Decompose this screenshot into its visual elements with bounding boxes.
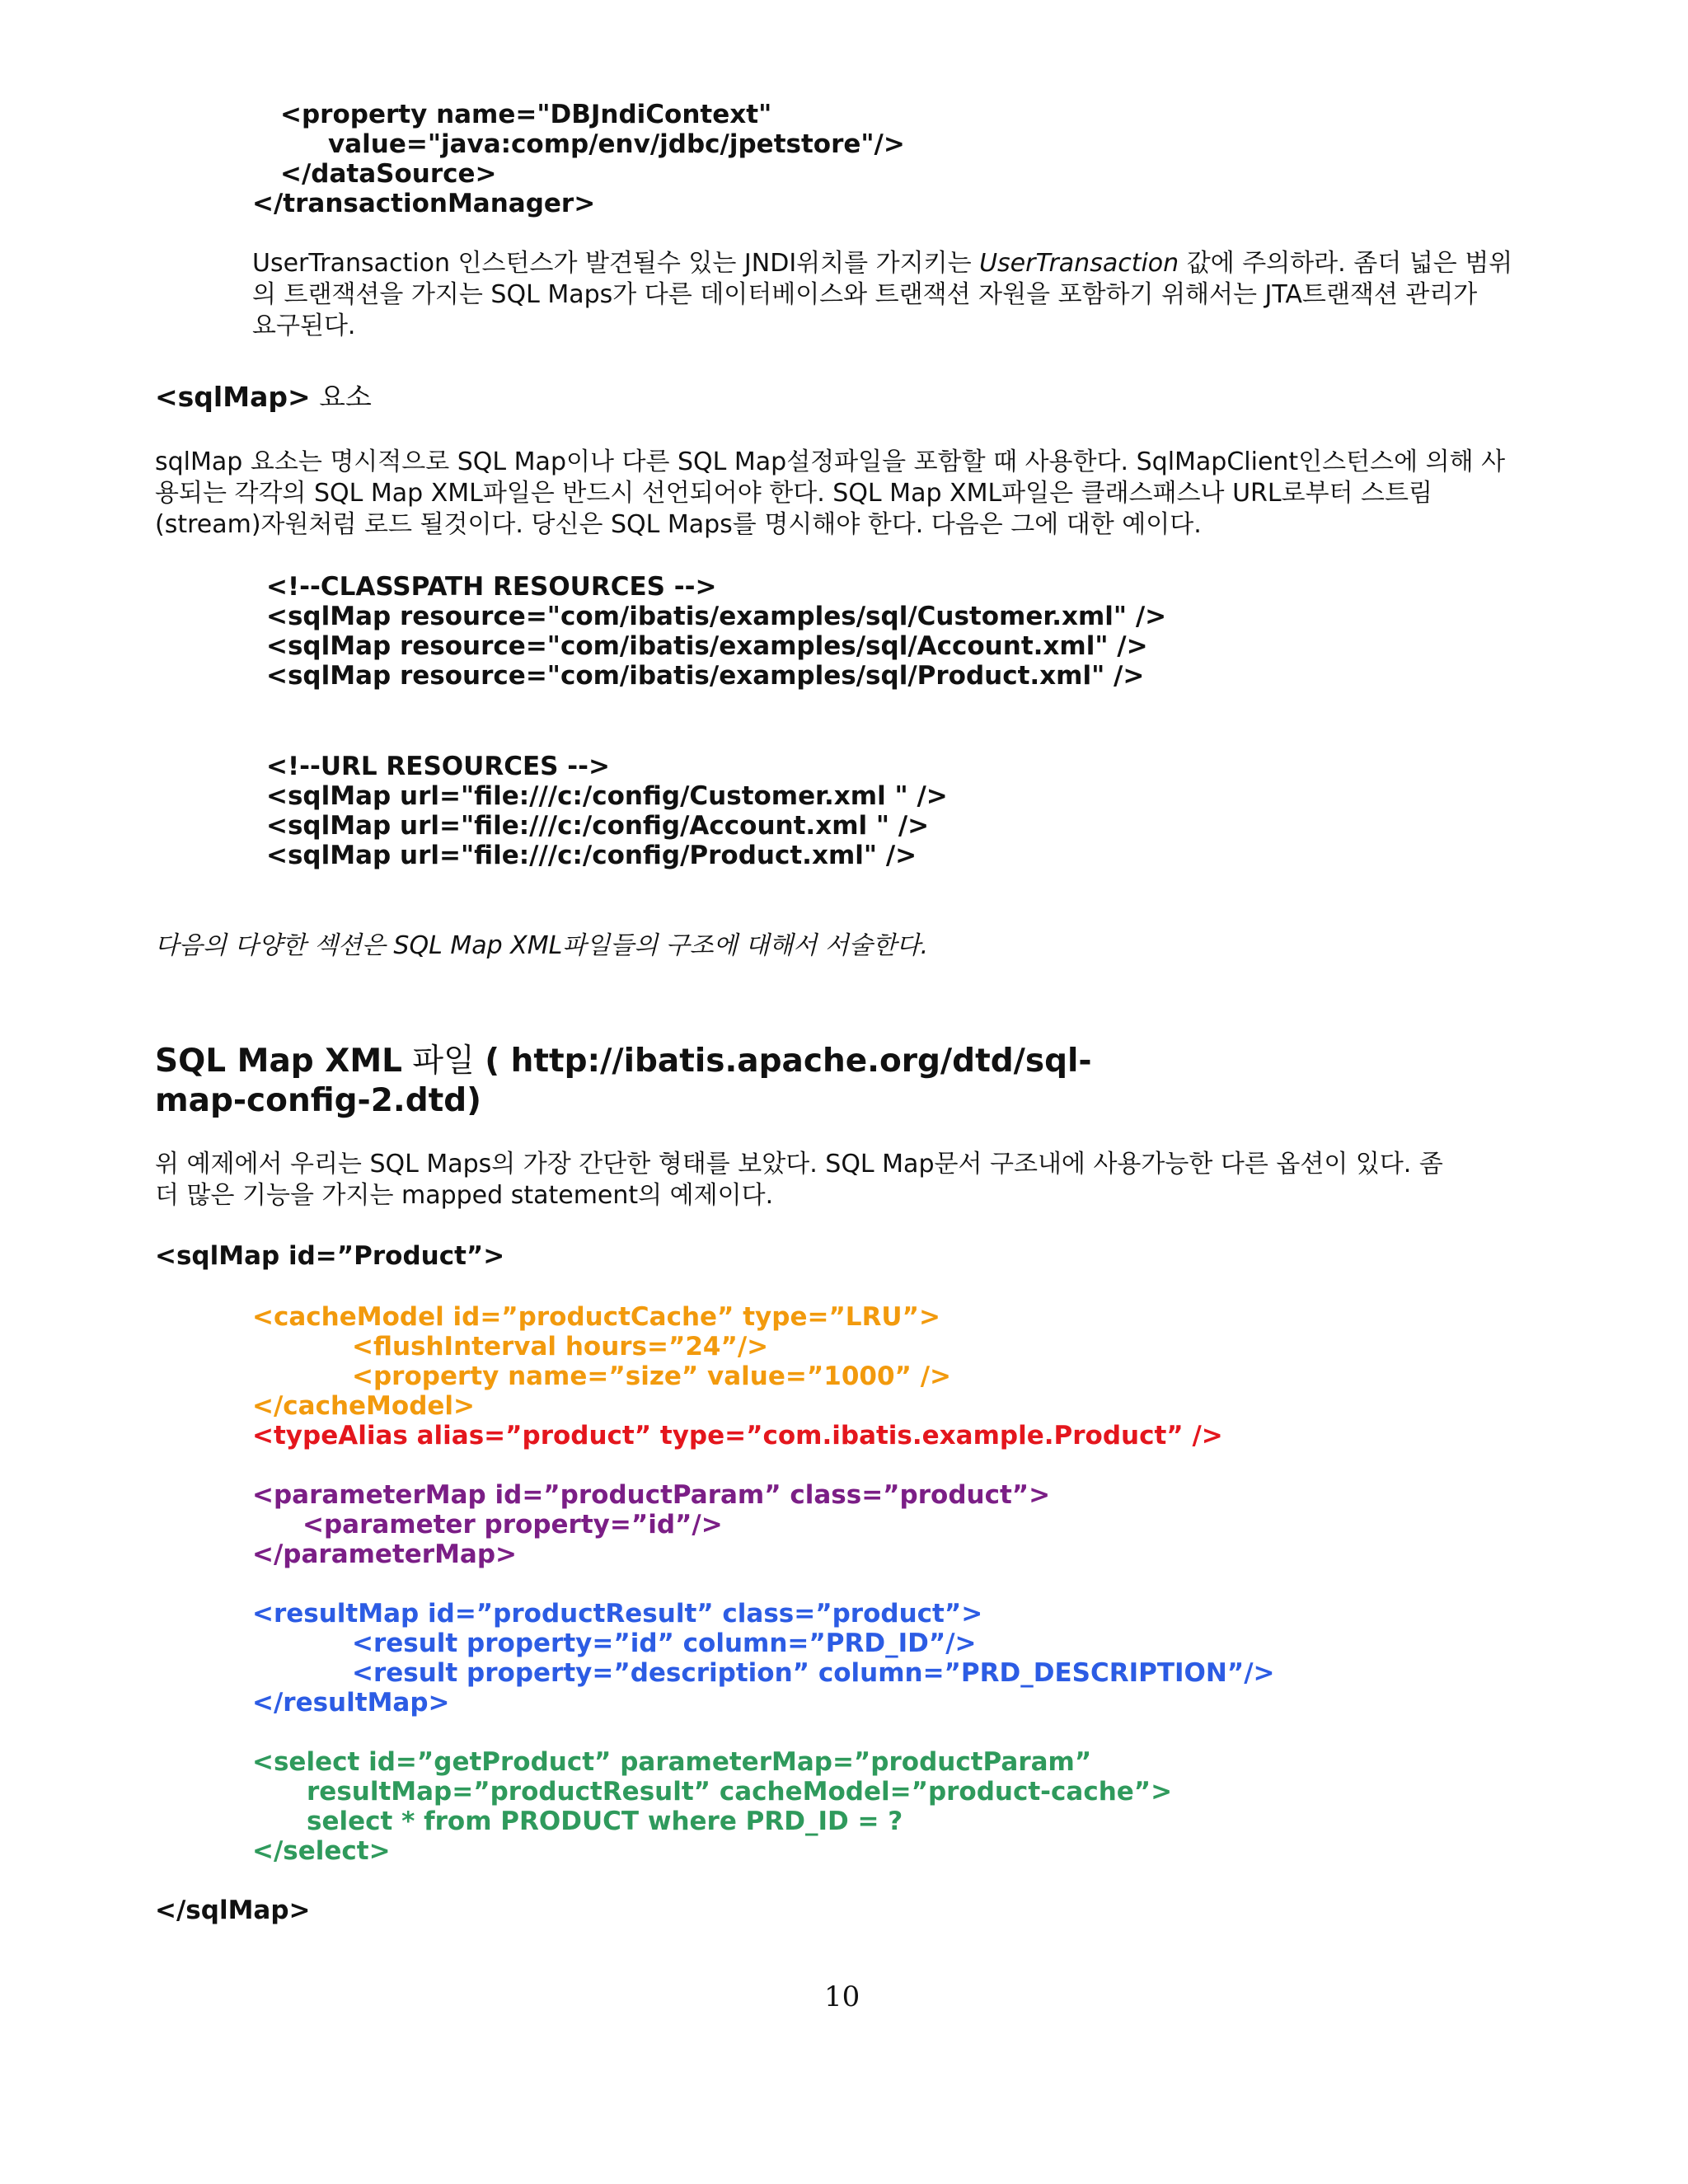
body-text-line: 의 트랜잭션을 가지는 SQL Maps가 다른 데이터베이스와 트랜잭션 자원을 포함하기 위해서는 JTA트랜잭션 관리가 — [252, 280, 1478, 309]
code-line: <sqlMap url="file:///c:/config/Account.xml " /> — [266, 811, 930, 841]
body-text-line: 위 예제에서 우리는 SQL Maps의 가장 간단한 형태를 보았다. SQL Map문서 구조내에 사용가능한 다른 옵션이 있다. 좀 — [155, 1150, 1443, 1179]
code-line-alias: <typeAlias alias=”product” type=”com.ibatis.example.Product” /> — [252, 1421, 1223, 1451]
heading-url: ( http://ibatis.apache.org/dtd/sql- — [485, 1043, 1092, 1080]
code-line-select: resultMap=”productResult” cacheModel=”product-cache”> — [307, 1777, 1173, 1807]
code-line: <!--CLASSPATH RESOURCES --> — [266, 572, 717, 602]
code-line-cache: <cacheModel id=”productCache” type=”LRU”> — [252, 1302, 940, 1332]
code-line: </sqlMap> — [155, 1896, 311, 1925]
body-text-line — [252, 249, 1512, 279]
code-line-select: </select> — [252, 1836, 391, 1866]
text-run: UserTransaction 인스턴스가 발견될수 있는 JNDI위치를 가지키는 — [252, 249, 980, 278]
section-heading-continued: map-config-2.dtd) — [155, 1082, 481, 1119]
code-line-select: <select id=”getProduct” parameterMap=”productParam” — [252, 1747, 1092, 1777]
code-line-result: <resultMap id=”productResult” class=”product”> — [252, 1599, 983, 1629]
code-line: <sqlMap id=”Product”> — [155, 1241, 505, 1271]
body-text-line: 더 많은 기능을 가지는 mapped statement의 예제이다. — [155, 1181, 774, 1210]
code-line-cache: <flushInterval hours=”24”/> — [352, 1332, 769, 1361]
code-line-param: <parameterMap id=”productParam” class=”product”> — [252, 1480, 1051, 1510]
body-text-line: 용되는 각각의 SQL Map XML파일은 반드시 선언되어야 한다. SQL Map XML파일은 클래스패스나 URL로부터 스트림 — [155, 479, 1433, 508]
code-line: <property name="DBJndiContext" — [280, 100, 772, 129]
code-line-param: </parameterMap> — [252, 1540, 518, 1569]
code-line: <!--URL RESOURCES --> — [266, 752, 610, 781]
page-number: 10 — [824, 1980, 860, 2013]
heading-text: 요소 — [310, 381, 372, 413]
code-line: <sqlMap url="file:///c:/config/Customer.xml " /> — [266, 781, 948, 811]
code-line: value="java:comp/env/jdbc/jpetstore"/> — [328, 129, 905, 159]
code-line-select: select * from PRODUCT where PRD_ID = ? — [307, 1807, 903, 1836]
text-run: 값에 주의하라. 좀더 넓은 범위 — [1179, 249, 1513, 278]
body-text-line: sqlMap 요소는 명시적으로 SQL Map이나 다른 SQL Map설정파일을 포함할 때 사용한다. SqlMapClient인스턴스에 의해 사 — [155, 448, 1506, 476]
body-text-line: 요구된다. — [252, 312, 356, 340]
code-line-result: <result property=”id” column=”PRD_ID”/> — [352, 1629, 977, 1658]
body-text-line: (stream)자원처럼 로드 될것이다. 당신은 SQL Maps를 명시해야 한다. 다음은 그에 대한 예이다. — [155, 510, 1202, 539]
code-line: <sqlMap resource="com/ibatis/examples/sql/Account.xml" /> — [266, 631, 1148, 661]
emphasis-text: UserTransaction — [979, 249, 1179, 278]
code-line: <sqlMap url="file:///c:/config/Product.xml" /> — [266, 841, 917, 870]
code-line: </dataSource> — [280, 159, 497, 189]
code-line-result: <result property=”description” column=”PRD_DESCRIPTION”/> — [352, 1658, 1275, 1688]
italic-note: 다음의 다양한 섹션은 SQL Map XML파일들의 구조에 대해서 서술한다. — [155, 931, 929, 960]
code-line-param: <parameter property=”id”/> — [302, 1510, 723, 1540]
heading-text: 파일 — [402, 1043, 485, 1080]
heading-tag: <sqlMap> — [155, 381, 311, 413]
heading-text: SQL Map XML — [155, 1043, 403, 1080]
code-line-cache: </cacheModel> — [252, 1391, 476, 1421]
code-line: </transactionManager> — [252, 189, 596, 218]
section-heading — [155, 1042, 1092, 1081]
code-line-result: </resultMap> — [252, 1688, 450, 1718]
code-line: <sqlMap resource="com/ibatis/examples/sql/Customer.xml" /> — [266, 602, 1167, 631]
section-heading — [155, 382, 372, 412]
code-line-cache: <property name=”size” value=”1000” /> — [352, 1361, 951, 1391]
code-line: <sqlMap resource="com/ibatis/examples/sql/Product.xml" /> — [266, 661, 1145, 691]
